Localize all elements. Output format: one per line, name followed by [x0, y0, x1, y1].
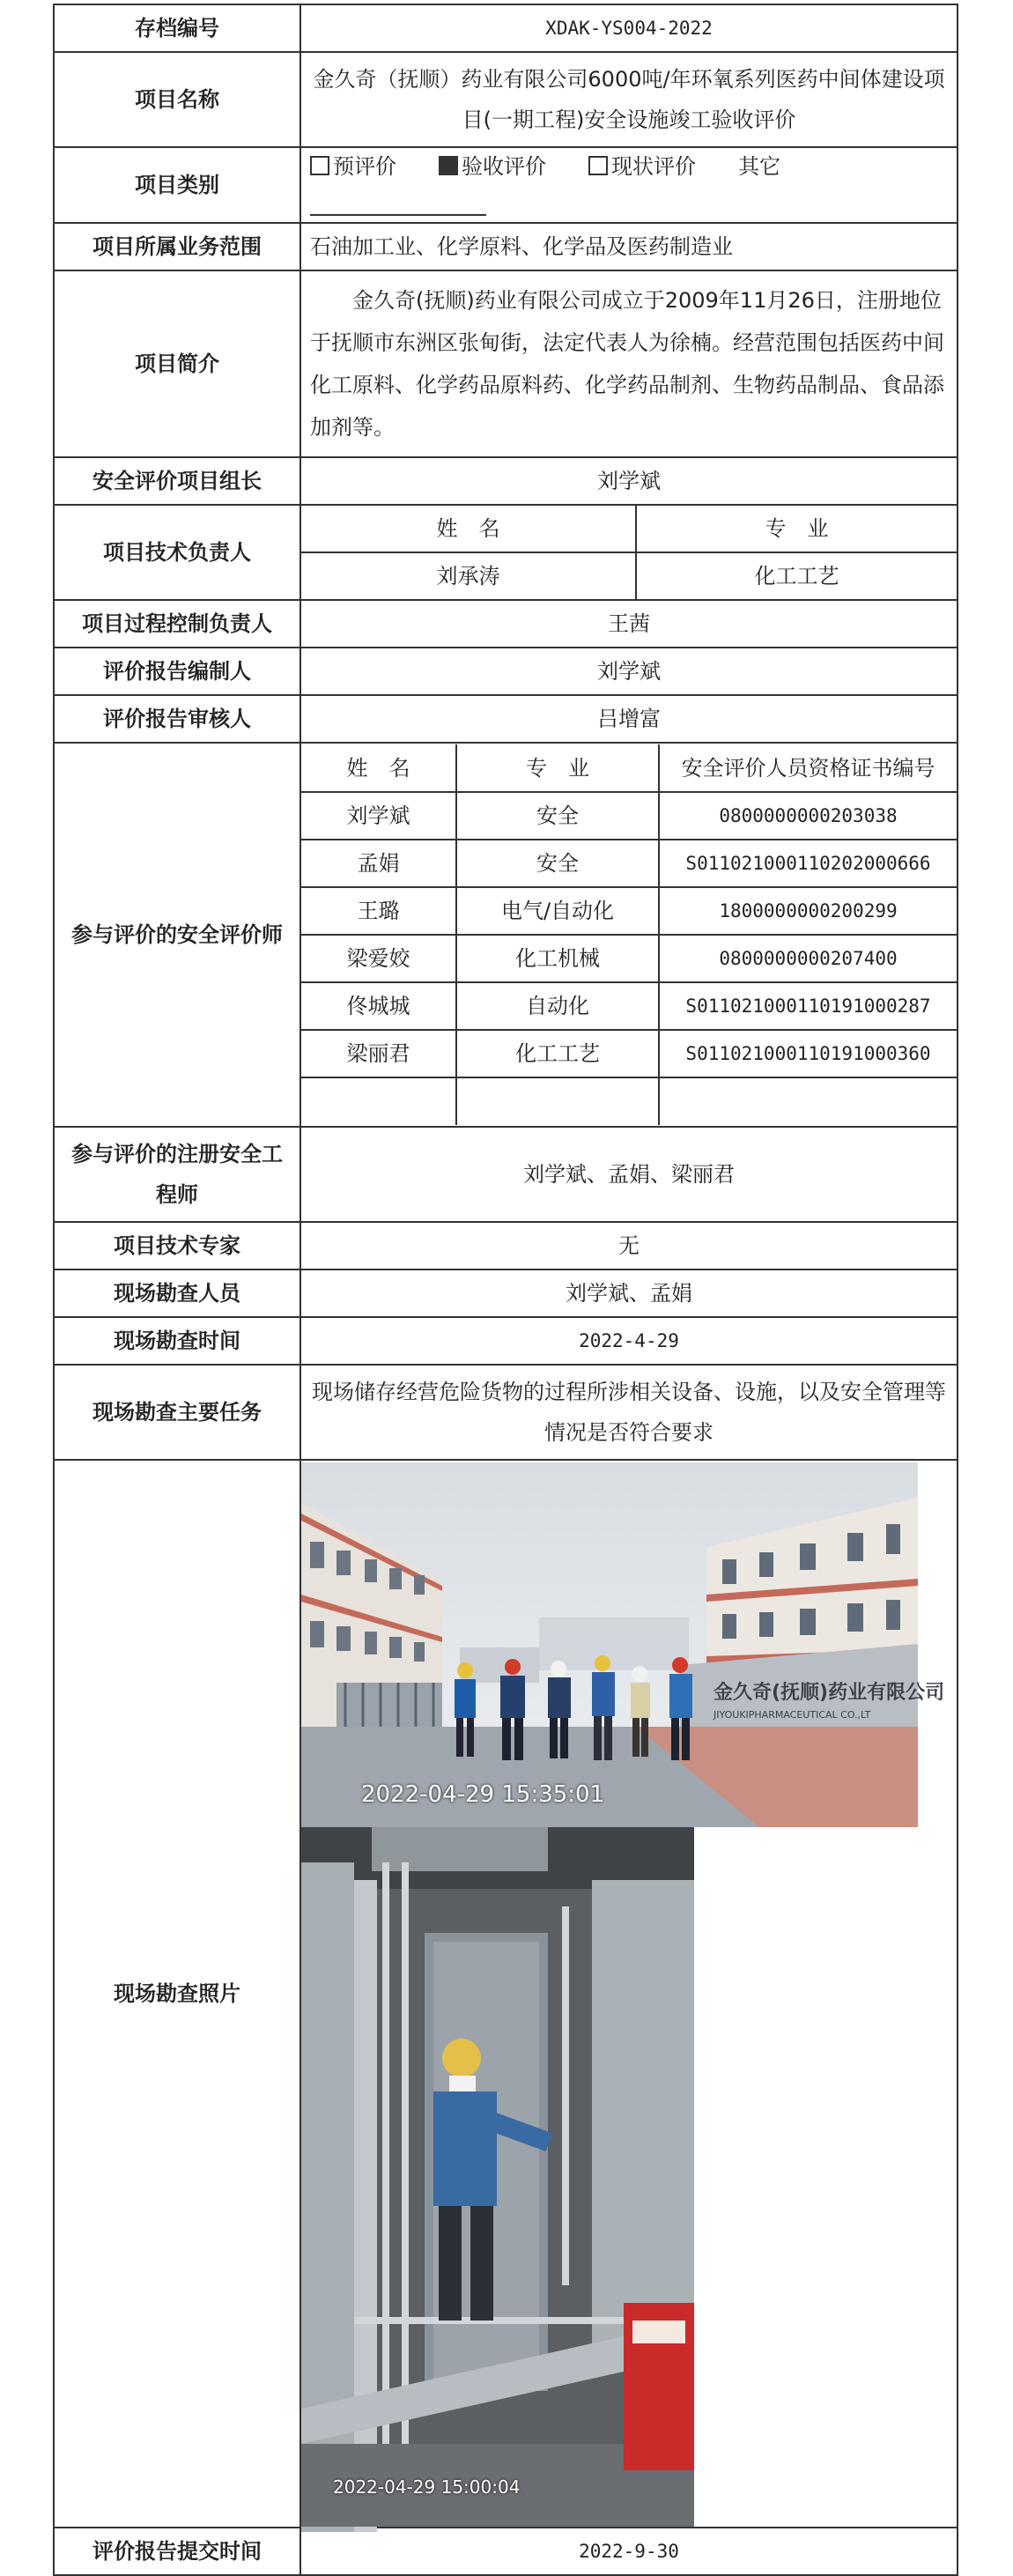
row-project-name — [54, 52, 958, 147]
tech-lead-major-header: 专 业 — [636, 506, 957, 552]
row-project-type — [54, 147, 958, 223]
evaluator-cert: S011021000110191000287 — [659, 982, 957, 1030]
reg-engineers-value: 刘学斌、孟娟、梁丽君 — [300, 1127, 958, 1222]
table-row — [301, 792, 957, 840]
evaluator-major: 安全 — [456, 840, 659, 887]
option-acceptance-evaluation: 验收评价 — [439, 148, 546, 185]
evaluators-label: 参与评价的安全评价师 — [54, 743, 300, 1127]
site-staff-value: 刘学斌、孟娟 — [300, 1269, 958, 1317]
checkbox-icon — [588, 156, 608, 175]
row-intro — [54, 270, 958, 457]
row-site-photos — [54, 1460, 958, 2528]
row-submit-time — [54, 2528, 958, 2575]
report-author-label: 评价报告编制人 — [54, 648, 300, 695]
option-status-evaluation: 现状评价 — [588, 148, 696, 185]
process-control-value: 王茜 — [300, 600, 958, 648]
gate-photo-image — [301, 1462, 945, 1827]
site-task-label: 现场勘查主要任务 — [54, 1365, 300, 1460]
business-scope-value: 石油加工业、化学原料、化学品及医药制造业 — [300, 223, 958, 270]
table-row-empty — [301, 1077, 957, 1125]
evaluator-major: 电气/自动化 — [456, 887, 659, 935]
evaluators-cert-header: 安全评价人员资格证书编号 — [659, 744, 957, 792]
process-control-label: 项目过程控制负责人 — [54, 600, 300, 648]
evaluator-name: 王璐 — [301, 887, 456, 935]
row-site-staff — [54, 1269, 958, 1317]
project-type-label: 项目类别 — [54, 147, 300, 223]
report-reviewer-label: 评价报告审核人 — [54, 695, 300, 743]
info-table — [53, 4, 958, 2576]
evaluators-cell — [300, 743, 958, 1127]
evaluator-major: 自动化 — [456, 982, 659, 1030]
site-photos-cell — [300, 1460, 958, 2528]
company-sign-subtext: JIYOUKIPHARMACEUTICAL CO.,LT — [714, 1709, 871, 1721]
site-photos-label: 现场勘查照片 — [54, 1460, 300, 2528]
team-leader-label: 安全评价项目组长 — [54, 457, 300, 505]
tech-lead-major: 化工工艺 — [754, 564, 839, 588]
evaluator-cert: 0800000000203038 — [659, 792, 957, 840]
tech-lead-name-header: 姓 名 — [301, 506, 636, 552]
evaluator-name — [301, 1077, 456, 1125]
row-tech-expert — [54, 1222, 958, 1269]
report-author-value: 刘学斌 — [300, 648, 958, 695]
report-reviewer-value: 吕增富 — [300, 695, 958, 743]
evaluator-name: 刘学斌 — [301, 792, 456, 840]
row-report-reviewer — [54, 695, 958, 743]
site-photo-workshop — [301, 1827, 694, 2527]
archive-no-value: XDAK-YS004-2022 — [300, 4, 958, 52]
row-site-task — [54, 1365, 958, 1460]
table-row — [301, 982, 957, 1030]
business-scope-label: 项目所属业务范围 — [54, 223, 300, 270]
other-blank-line — [310, 191, 486, 216]
evaluator-name: 孟娟 — [301, 840, 456, 887]
row-evaluators — [54, 743, 958, 1127]
project-type-options — [300, 147, 958, 223]
site-staff-label: 现场勘查人员 — [54, 1269, 300, 1317]
site-photo-gate — [301, 1462, 945, 1827]
row-business-scope — [54, 223, 958, 270]
site-time-value: 2022-4-29 — [300, 1317, 958, 1365]
photo-timestamp: 2022-04-29 15:35:01 — [361, 1781, 605, 1808]
tech-expert-value: 无 — [300, 1222, 958, 1269]
row-team-leader — [54, 457, 958, 505]
intro-label: 项目简介 — [54, 270, 300, 457]
table-row — [301, 887, 957, 935]
evaluators-major-header: 专 业 — [456, 744, 659, 792]
evaluators-name-header: 姓 名 — [301, 744, 456, 792]
row-tech-lead — [54, 505, 958, 600]
row-archive-no — [54, 4, 958, 52]
checkbox-icon — [310, 156, 329, 175]
submit-time-label: 评价报告提交时间 — [54, 2528, 300, 2575]
evaluator-name: 佟城城 — [301, 982, 456, 1030]
evaluator-cert: S011021000110191000360 — [659, 1030, 957, 1077]
company-sign-text: 金久奇(抚顺)药业有限公司 — [714, 1682, 945, 1704]
evaluator-cert: 0800000000207400 — [659, 935, 957, 982]
evaluator-name: 梁爱姣 — [301, 935, 456, 982]
evaluator-name: 梁丽君 — [301, 1030, 456, 1077]
evaluator-cert: S011021000110202000666 — [659, 840, 957, 887]
evaluators-header-row — [301, 744, 957, 792]
intro-text: 金久奇(抚顺)药业有限公司成立于2009年11月26日，注册地位于抚顺市东洲区张甸街，法定代表人为徐楠。经营范围包括医药中间化工原料、化学药品原料药、化学药品制剂、生物药品制品、食品添加剂等。 — [310, 288, 944, 440]
evaluator-cert: 1800000000200299 — [659, 887, 957, 935]
archive-no-label: 存档编号 — [54, 4, 300, 52]
evaluators-subtable — [301, 744, 957, 1125]
row-report-author — [54, 648, 958, 695]
submit-time-value: 2022-9-30 — [300, 2528, 958, 2575]
tech-lead-name: 刘承涛 — [301, 552, 636, 599]
intro-cell — [300, 270, 958, 457]
evaluation-info-sheet — [53, 4, 957, 2576]
reg-engineers-label: 参与评价的注册安全工程师 — [54, 1127, 300, 1222]
photo-timestamp: 2022-04-29 15:00:04 — [333, 2476, 521, 2498]
site-task-value: 现场储存经营危险货物的过程所涉相关设备、设施，以及安全管理等情况是否符合要求 — [300, 1365, 958, 1460]
checkbox-checked-icon — [439, 156, 458, 175]
evaluator-major: 化工机械 — [456, 935, 659, 982]
project-name-label: 项目名称 — [54, 52, 300, 147]
table-row — [301, 840, 957, 887]
row-process-control — [54, 600, 958, 648]
row-site-time — [54, 1317, 958, 1365]
project-name-value: 金久奇（抚顺）药业有限公司6000吨/年环氧系列医药中间体建设项目(一期工程)安全设施竣工验收评价 — [300, 52, 958, 147]
evaluator-cert — [659, 1077, 957, 1125]
tech-lead-label: 项目技术负责人 — [54, 505, 300, 600]
tech-lead-cell — [300, 505, 958, 600]
evaluator-major: 化工工艺 — [456, 1030, 659, 1077]
option-other: 其它 — [310, 154, 780, 216]
evaluator-major: 安全 — [456, 792, 659, 840]
evaluator-major — [456, 1077, 659, 1125]
row-reg-engineers — [54, 1127, 958, 1222]
table-row — [301, 935, 957, 982]
workshop-photo-image — [301, 1827, 694, 2527]
team-leader-value: 刘学斌 — [300, 457, 958, 505]
table-row — [301, 1030, 957, 1077]
option-pre-evaluation: 预评价 — [310, 148, 396, 185]
site-time-label: 现场勘查时间 — [54, 1317, 300, 1365]
tech-expert-label: 项目技术专家 — [54, 1222, 300, 1269]
tech-lead-subtable — [301, 506, 957, 599]
